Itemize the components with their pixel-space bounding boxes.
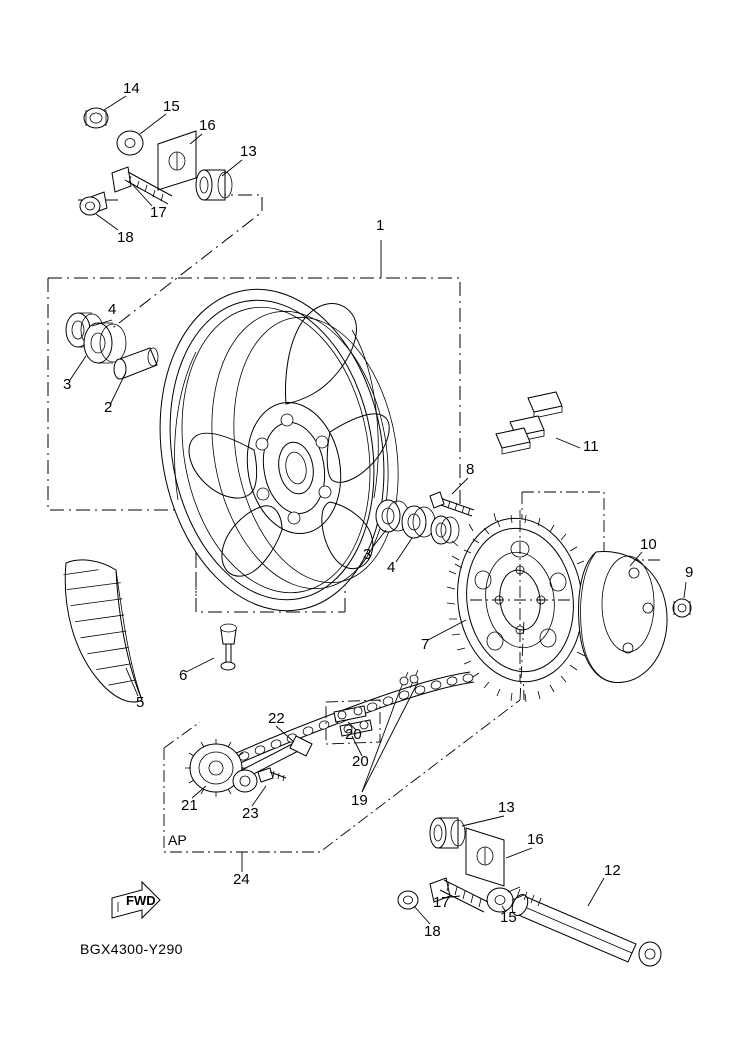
part-6-air-valve — [221, 624, 237, 670]
part-16-adjuster-block-lower — [466, 828, 504, 886]
callout-4: 4 — [108, 301, 117, 318]
part-5-tire — [62, 560, 146, 702]
fwd-label: FWD — [126, 893, 156, 908]
part-18-nut-lower — [398, 891, 418, 909]
part-16-adjuster-block — [158, 131, 196, 190]
callout-3-right: 3 — [363, 546, 372, 563]
callout-24: 24 — [233, 871, 250, 888]
callout-15-lower: 15 — [500, 909, 517, 926]
part-18-nut — [80, 197, 100, 215]
part-code: BGX4300-Y290 — [80, 941, 183, 957]
part-13-collar-lower — [430, 818, 465, 848]
callout-9: 9 — [685, 564, 694, 581]
callout-17: 17 — [150, 204, 167, 221]
callout-11: 11 — [583, 438, 599, 455]
part-12-axle — [508, 887, 661, 966]
callout-12: 12 — [604, 862, 621, 879]
callout-13: 13 — [240, 143, 257, 160]
callout-18: 18 — [117, 229, 134, 246]
part-3-bearing-left — [84, 323, 126, 363]
part-14-nut — [84, 108, 108, 128]
callout-15: 15 — [163, 98, 180, 115]
part-15-washer — [117, 131, 143, 155]
callout-10: 10 — [640, 536, 657, 553]
part-7-rear-sprocket — [447, 510, 594, 702]
callout-22: 22 — [268, 710, 285, 727]
callout-2: 2 — [104, 399, 113, 416]
part-10-sprocket-guard — [579, 551, 668, 682]
callout-17-lower: 17 — [433, 894, 450, 911]
part-4-bearing-right — [402, 506, 435, 538]
part-23-bolt — [258, 768, 286, 782]
part-2-collar-tube — [114, 348, 158, 379]
part-collar-right — [431, 516, 459, 544]
callout-16: 16 — [199, 117, 216, 134]
part-8-stud-bolt — [430, 492, 474, 516]
drive-chain — [216, 672, 474, 772]
callout-4-right: 4 — [387, 559, 396, 576]
callout-5: 5 — [136, 694, 145, 711]
part-11-balance-weights — [496, 392, 562, 454]
callout-7: 7 — [421, 636, 430, 653]
callout-1: 1 — [376, 217, 385, 234]
callout-20-upper: 20 — [345, 726, 362, 743]
callout-20: 20 — [352, 753, 369, 770]
part-13-collar — [196, 170, 232, 200]
callout-6: 6 — [179, 667, 188, 684]
callout-13-lower: 13 — [498, 799, 515, 816]
callout-3: 3 — [63, 376, 72, 393]
callout-21: 21 — [181, 797, 198, 814]
callout-8: 8 — [466, 461, 475, 478]
callout-16-lower: 16 — [527, 831, 544, 848]
rear-wheel — [136, 271, 419, 628]
group-label-ap: AP — [168, 832, 187, 848]
callout-19: 19 — [351, 792, 368, 809]
callout-14: 14 — [123, 80, 140, 97]
callout-18-lower: 18 — [424, 923, 441, 940]
part-9-nut — [673, 599, 691, 617]
callout-23: 23 — [242, 805, 259, 822]
